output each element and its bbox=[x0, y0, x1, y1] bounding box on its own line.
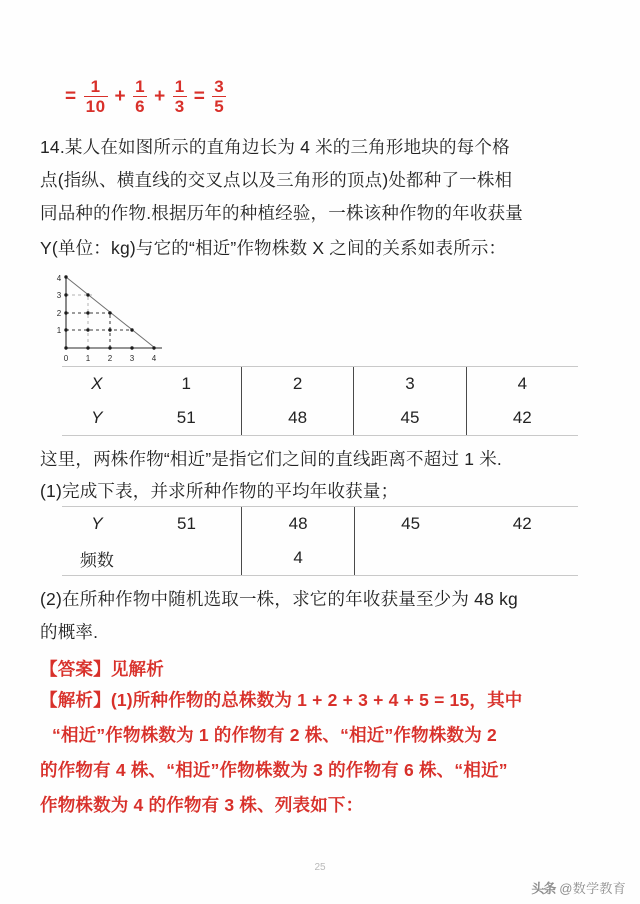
table1-row1-cell-3: 3 bbox=[354, 367, 466, 402]
fraction-1-6 bbox=[133, 78, 147, 115]
y-tick-4: 4 bbox=[56, 274, 62, 283]
analysis-text-1: (1)所种作物的总株数为 1 + 2 + 3 + 4 + 5 = 15，其中 bbox=[110, 690, 523, 710]
lattice-point bbox=[152, 346, 155, 349]
fraction-1-6-denominator: 6 bbox=[135, 97, 146, 116]
table2-row2-cell-3 bbox=[354, 541, 466, 576]
analysis-line-3: 的作物有 4 株、“相近”作物株数为 3 的作物有 6 株、“相近” bbox=[40, 760, 508, 780]
lattice-point bbox=[64, 311, 67, 314]
table1-row2-cell-1: 51 bbox=[132, 401, 242, 436]
page-number: 25 bbox=[314, 862, 326, 873]
table1-row2-cell-3: 45 bbox=[354, 401, 466, 436]
fraction-1-6-numerator: 1 bbox=[135, 77, 146, 96]
answer-value: 见解析 bbox=[110, 659, 164, 679]
x-tick-2: 2 bbox=[107, 354, 113, 363]
fraction-1-10-numerator: 1 bbox=[90, 77, 101, 96]
lattice-point bbox=[64, 328, 67, 331]
watermark bbox=[531, 878, 626, 897]
table-row bbox=[62, 367, 578, 402]
lattice-point bbox=[64, 293, 67, 296]
analysis-line-2: “相近”作物株数为 1 的作物有 2 株、“相近”作物株数为 2 bbox=[52, 725, 497, 745]
table2-row1-cell-2: 48 bbox=[242, 507, 355, 542]
table-row bbox=[62, 541, 578, 576]
question-line-1: 14.某人在如图所示的直角边长为 4 米的三角形地块的每个格 bbox=[40, 137, 510, 157]
y-tick-1: 1 bbox=[56, 326, 62, 335]
table1-row1-cell-1: 1 bbox=[132, 367, 242, 402]
watermark-logo: 头条 bbox=[531, 881, 556, 896]
table2-row2-cell-2: 4 bbox=[242, 541, 355, 576]
x-tick-0: 0 bbox=[63, 354, 69, 363]
lattice-point bbox=[86, 311, 89, 314]
plus-sign-1: + bbox=[114, 85, 127, 107]
table2-row1-cell-4: 42 bbox=[466, 507, 578, 542]
triangle-lattice-figure bbox=[52, 272, 170, 364]
sub-question-2-line-1: (2)在所种作物中随机选取一株，求它的年收获量至少为 48 kg bbox=[40, 589, 518, 609]
table2-row2-cell-4 bbox=[466, 541, 578, 576]
y-tick-2: 2 bbox=[56, 309, 62, 318]
answer-heading bbox=[40, 653, 164, 686]
table2-row1-label: Y bbox=[62, 507, 132, 542]
analysis-tag: 【解析】 bbox=[40, 690, 111, 710]
fraction-1-10-denominator: 10 bbox=[85, 97, 106, 116]
lattice-point bbox=[64, 275, 67, 278]
table-row bbox=[62, 507, 578, 542]
fraction-3-5-result bbox=[212, 78, 226, 115]
plus-sign-2: + bbox=[154, 85, 166, 107]
lattice-point bbox=[86, 328, 89, 331]
lattice-point bbox=[86, 346, 89, 349]
watermark-handle: @数学教育 bbox=[559, 881, 626, 896]
table2-row1-cell-3: 45 bbox=[354, 507, 466, 542]
table-row bbox=[62, 401, 578, 436]
table1-row1-cell-2: 2 bbox=[241, 367, 353, 402]
sub-question-1: (1)完成下表，并求所种作物的平均年收获量； bbox=[40, 481, 399, 501]
answer-tag: 【答案】 bbox=[40, 659, 111, 679]
fraction-3-5-numerator: 3 bbox=[214, 77, 225, 96]
fraction-1-3 bbox=[173, 78, 187, 115]
table-x-y bbox=[62, 366, 578, 436]
fraction-3-5-denominator: 5 bbox=[214, 97, 225, 116]
y-tick-3: 3 bbox=[56, 291, 62, 300]
definition-note: 这里，两株作物“相近”是指它们之间的直线距离不超过 1 米. bbox=[40, 449, 502, 469]
lattice-point bbox=[86, 293, 89, 296]
lattice-point bbox=[130, 328, 133, 331]
question-line-3: 同品种的作物.根据历年的种植经验，一株该种作物的年收获量 bbox=[40, 203, 523, 223]
table2-row2-cell-1 bbox=[132, 541, 242, 576]
table2-row2-label: 频数 bbox=[62, 541, 132, 576]
question-line-2: 点(指纵、横直线的交叉点以及三角形的顶点)处都种了一株相 bbox=[40, 170, 513, 190]
table1-row1-label: X bbox=[62, 367, 132, 402]
lattice-point bbox=[64, 346, 67, 349]
table1-row2-cell-2: 48 bbox=[241, 401, 353, 436]
sub-question-2-line-2: 的概率. bbox=[40, 622, 99, 642]
table1-row1-cell-4: 4 bbox=[466, 367, 578, 402]
lattice-point bbox=[130, 346, 133, 349]
table-frequency bbox=[62, 506, 578, 576]
equals-sign-2: = bbox=[193, 85, 206, 107]
lattice-point bbox=[108, 328, 111, 331]
table2-row1-cell-1: 51 bbox=[132, 507, 242, 542]
analysis-line-4: 作物株数为 4 的作物有 3 株、列表如下： bbox=[40, 795, 364, 815]
fraction-1-3-numerator: 1 bbox=[174, 77, 185, 96]
equals-sign-1: = bbox=[65, 85, 77, 107]
fraction-formula bbox=[60, 78, 228, 115]
x-tick-3: 3 bbox=[129, 354, 135, 363]
question-line-4: Y(单位：kg)与它的“相近”作物株数 X 之间的关系如表所示： bbox=[40, 238, 507, 258]
fraction-1-3-denominator: 3 bbox=[174, 97, 185, 116]
x-tick-1: 1 bbox=[85, 354, 91, 363]
triangle-diagram-svg bbox=[52, 272, 170, 364]
analysis-line-1 bbox=[40, 684, 523, 717]
lattice-point bbox=[108, 346, 111, 349]
table1-row2-label: Y bbox=[62, 401, 132, 436]
x-tick-4: 4 bbox=[151, 354, 157, 363]
table1-row2-cell-4: 42 bbox=[466, 401, 578, 436]
lattice-point bbox=[108, 311, 111, 314]
fraction-1-10 bbox=[84, 78, 108, 115]
